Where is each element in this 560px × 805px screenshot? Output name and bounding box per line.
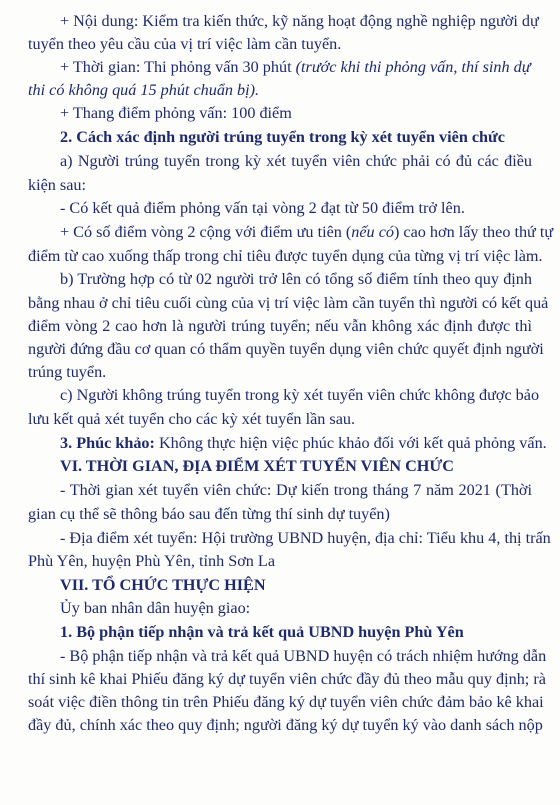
text-line: thí sinh kê khai Phiếu đăng ký dự tuyển viên chức đầy đủ theo mẫu quy định; rà xyxy=(28,670,546,688)
text-line: - Địa điểm xét tuyển: Hội trường UBND huyện, địa chỉ: Tiểu khu 4, thị trấn xyxy=(60,529,551,547)
text-line: Ủy ban nhân dân huyện giao: xyxy=(60,599,251,617)
text-line: điểm vòng 2 cao hơn là người trúng tuyển; nếu vẫn không xác định được thì xyxy=(28,317,532,335)
text-span: ) cao hơn lấy theo thứ tự xyxy=(393,223,554,241)
section-heading: VI. THỜI GIAN, ĐỊA ĐIỂM XÉT TUYỂN VIÊN CHỨC xyxy=(60,457,454,475)
text-line: tuyển theo yêu cầu của vị trí việc làm cần tuyển. xyxy=(28,35,342,53)
section-heading: 3. Phúc khảo: xyxy=(60,434,159,452)
text-line: + Thang điểm phỏng vấn: 100 điểm xyxy=(60,104,292,122)
italic-note: nếu có xyxy=(351,223,394,241)
text-line: gian cụ thể sẽ thông báo sau đến từng thí sinh dự tuyển) xyxy=(28,505,390,523)
text-line: đầy đủ, chính xác theo quy định; người đăng ký dự tuyển ký vào danh sách nộp xyxy=(28,716,543,734)
text-line: c) Người không trúng tuyển trong kỳ xét tuyển viên chức không được bảo xyxy=(60,386,540,404)
text-line: người đứng đầu cơ quan có thẩm quyền tuyển dụng viên chức quyết định người xyxy=(28,340,544,358)
text-line: bằng nhau ở chỉ tiêu cuối cùng của vị trí việc làm cần tuyển thì người có kết quả xyxy=(28,294,549,312)
text-span: + Có số điểm vòng 2 cộng với điểm ưu tiên ( xyxy=(60,223,352,241)
section-heading: VII. TỔ CHỨC THỰC HIỆN xyxy=(60,576,266,594)
text-line: - Có kết quả điểm phỏng vấn tại vòng 2 đạt từ 50 điểm trở lên. xyxy=(60,199,465,217)
section-heading: 2. Cách xác định người trúng tuyển trong kỳ xét tuyển viên chức xyxy=(60,128,505,146)
section-heading: 1. Bộ phận tiếp nhận và trả kết quả UBND huyện Phù Yên xyxy=(60,623,464,641)
text-span: Không thực hiện việc phúc khảo đối với kết quả phỏng vấn. xyxy=(158,434,547,452)
text-line: - Bộ phận tiếp nhận và trả kết quả UBND huyện có trách nhiệm hướng dẫn xyxy=(60,647,547,665)
text-line: kiện sau: xyxy=(28,176,86,194)
text-span: + Thời gian: Thi phỏng vấn 30 phút xyxy=(60,58,296,76)
text-line: - Thời gian xét tuyển viên chức: Dự kiến trong tháng 7 năm 2021 (Thời xyxy=(60,481,532,499)
text-line xyxy=(60,222,560,243)
italic-note: thi có không quá 15 phút chuẩn bị). xyxy=(28,81,260,99)
text-line: lưu kết quả xét tuyển cho các kỳ xét tuyển lần sau. xyxy=(28,410,356,428)
text-line: điểm từ cao xuống thấp trong chỉ tiêu được tuyển dụng của từng vị trí việc làm. xyxy=(28,247,543,265)
text-line: trúng tuyển. xyxy=(28,363,107,381)
text-line xyxy=(60,433,560,454)
text-line: a) Người trúng tuyển trong kỳ xét tuyển viên chức phải có đủ các điều xyxy=(60,152,532,170)
text-line: soát việc điền thông tin trên Phiếu đăng ký dự tuyển viên chức đảm bảo kê khai xyxy=(28,693,544,711)
text-line: b) Trường hợp có từ 02 người trở lên có tổng số điểm tính theo quy định xyxy=(60,270,532,288)
text-line xyxy=(60,57,560,78)
italic-note: (trước khi thi phỏng vấn, thí sinh dự xyxy=(295,58,531,76)
text-line: + Nội dung: Kiểm tra kiến thức, kỹ năng hoạt động nghề nghiệp người dự xyxy=(60,12,539,30)
text-line: Phù Yên, huyện Phù Yên, tỉnh Sơn La xyxy=(28,552,276,570)
